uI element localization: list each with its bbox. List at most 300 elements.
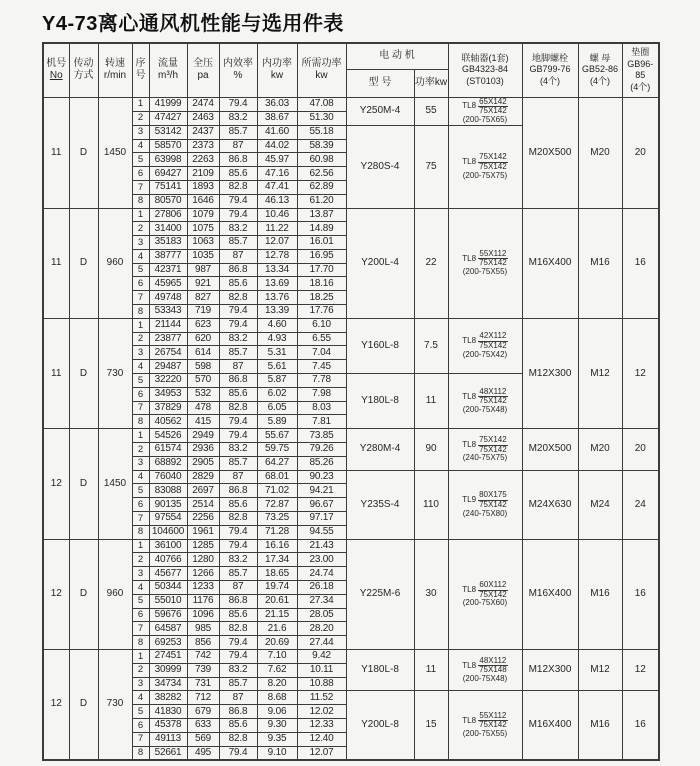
coupling-size-bottom: 75X142: [479, 396, 507, 406]
coupling-note: (200-75X60): [462, 598, 508, 608]
flow-rate: 29487: [149, 360, 187, 374]
total-pressure: 2256: [187, 512, 219, 526]
internal-efficiency: 85.7: [219, 456, 257, 470]
internal-power: 55.67: [257, 429, 297, 443]
drive-mode: D: [69, 318, 98, 428]
header-unit: kw: [315, 70, 328, 82]
flow-rate: 90135: [149, 498, 187, 512]
total-pressure: 679: [187, 705, 219, 719]
coupling-main: [449, 388, 522, 407]
header-quantity: (4个): [630, 81, 651, 92]
coupling-note: (200-75X48): [462, 405, 508, 415]
internal-efficiency: 87: [219, 249, 257, 263]
header-label: 垫圈: [631, 46, 650, 57]
internal-efficiency: 86.8: [219, 263, 257, 277]
flow-rate: 49113: [149, 732, 187, 746]
required-power: 14.89: [297, 222, 346, 236]
flow-rate: 32220: [149, 374, 187, 388]
coupling-size-bottom: 75X142: [479, 589, 507, 599]
required-power: 16.01: [297, 236, 346, 250]
total-pressure: 1233: [187, 581, 219, 595]
total-pressure: 598: [187, 360, 219, 374]
coupling-main: [449, 581, 522, 600]
internal-power: 5.61: [257, 360, 297, 374]
coupling-size-top: 55X112: [479, 248, 507, 258]
required-power: 7.04: [297, 346, 346, 360]
drive-mode: D: [69, 429, 98, 539]
required-power: 7.45: [297, 360, 346, 374]
motor-power: 15: [414, 691, 448, 760]
anchor-bolt-size: M20X500: [522, 429, 578, 470]
row-seq: 4: [132, 360, 149, 374]
header-standard: GB4323-84: [461, 64, 509, 75]
anchor-bolt-size: M16X400: [522, 691, 578, 760]
header-label: 号: [135, 70, 146, 82]
coupling-size-bottom: 75X142: [479, 106, 507, 116]
washer-size: 20: [622, 97, 659, 208]
row-seq: 7: [132, 732, 149, 746]
row-seq: 8: [132, 525, 149, 539]
header-unit: kw: [270, 70, 284, 82]
total-pressure: 532: [187, 387, 219, 401]
row-seq: 4: [132, 581, 149, 595]
total-pressure: 921: [187, 277, 219, 291]
flow-rate: 34953: [149, 387, 187, 401]
total-pressure: 415: [187, 415, 219, 429]
col-header-speed: [98, 43, 132, 97]
flow-rate: 104600: [149, 525, 187, 539]
motor-model: Y180L-8: [346, 650, 414, 691]
coupling-spec: [448, 470, 522, 539]
nut-size: M20: [578, 429, 622, 470]
required-power: 12.33: [297, 718, 346, 732]
total-pressure: 2514: [187, 498, 219, 512]
row-seq: 5: [132, 705, 149, 719]
internal-efficiency: 83.2: [219, 553, 257, 567]
table-head: [43, 43, 659, 97]
internal-power: 13.76: [257, 291, 297, 305]
internal-efficiency: 85.6: [219, 498, 257, 512]
row-seq: 8: [132, 415, 149, 429]
row-seq: 1: [132, 97, 149, 111]
header-standard: (ST0103): [466, 76, 504, 87]
internal-efficiency: 82.8: [219, 180, 257, 194]
coupling-note: (200-75X55): [462, 267, 508, 277]
header-unit: pa: [197, 70, 209, 82]
fan-spec-table: [42, 42, 660, 761]
table-row: [43, 470, 659, 484]
row-seq: 5: [132, 153, 149, 167]
coupling-main: [449, 436, 522, 455]
internal-power: 64.27: [257, 456, 297, 470]
header-label: 传动: [73, 58, 94, 70]
row-seq: 4: [132, 139, 149, 153]
internal-power: 73.25: [257, 512, 297, 526]
coupling-size-top: 48X112: [479, 386, 507, 396]
row-seq: 5: [132, 263, 149, 277]
motor-model: Y250M-4: [346, 97, 414, 125]
row-seq: 1: [132, 539, 149, 553]
internal-power: 5.87: [257, 374, 297, 388]
total-pressure: 2373: [187, 139, 219, 153]
internal-power: 11.22: [257, 222, 297, 236]
coupling-size-bottom: 75X148: [479, 665, 507, 675]
required-power: 6.55: [297, 332, 346, 346]
coupling-main: [449, 491, 522, 510]
internal-power: 8.68: [257, 691, 297, 705]
row-seq: 8: [132, 194, 149, 208]
internal-power: 47.41: [257, 180, 297, 194]
flow-rate: 50344: [149, 581, 187, 595]
required-power: 16.95: [297, 249, 346, 263]
coupling-code: TL8: [462, 253, 477, 263]
internal-power: 5.31: [257, 346, 297, 360]
nut-size: M16: [578, 208, 622, 318]
internal-efficiency: 79.4: [219, 97, 257, 111]
internal-power: 6.05: [257, 401, 297, 415]
required-power: 62.56: [297, 167, 346, 181]
total-pressure: 731: [187, 677, 219, 691]
coupling-code: TL8: [462, 156, 477, 166]
flow-rate: 45965: [149, 277, 187, 291]
internal-efficiency: 79.4: [219, 746, 257, 760]
internal-power: 10.46: [257, 208, 297, 222]
row-seq: 4: [132, 249, 149, 263]
required-power: 27.34: [297, 594, 346, 608]
flow-rate: 97554: [149, 512, 187, 526]
header-standard: GB799-76: [529, 64, 571, 75]
nut-size: M24: [578, 470, 622, 539]
internal-power: 59.75: [257, 443, 297, 457]
row-seq: 5: [132, 594, 149, 608]
coupling-size-bottom: 75X142: [479, 444, 507, 454]
internal-power: 41.60: [257, 125, 297, 139]
internal-efficiency: 85.6: [219, 608, 257, 622]
total-pressure: 1893: [187, 180, 219, 194]
required-power: 96.67: [297, 498, 346, 512]
machine-no: 12: [43, 650, 69, 760]
row-seq: 3: [132, 236, 149, 250]
header-label: 机号: [46, 58, 67, 70]
flow-rate: 55010: [149, 594, 187, 608]
row-seq: 6: [132, 167, 149, 181]
row-seq: 2: [132, 443, 149, 457]
row-seq: 2: [132, 222, 149, 236]
coupling-size-bottom: 75X142: [479, 258, 507, 268]
table-row: [43, 318, 659, 332]
row-seq: 1: [132, 318, 149, 332]
required-power: 61.20: [297, 194, 346, 208]
table-body: [43, 97, 659, 760]
required-power: 47.08: [297, 97, 346, 111]
flow-rate: 42371: [149, 263, 187, 277]
total-pressure: 739: [187, 663, 219, 677]
total-pressure: 2905: [187, 456, 219, 470]
motor-model: Y280M-4: [346, 429, 414, 470]
internal-power: 20.61: [257, 594, 297, 608]
internal-power: 13.69: [257, 277, 297, 291]
header-unit: m³/h: [158, 70, 178, 82]
internal-efficiency: 82.8: [219, 401, 257, 415]
total-pressure: 569: [187, 732, 219, 746]
col-header-coupling: [448, 43, 522, 97]
anchor-bolt-size: M20X500: [522, 97, 578, 208]
drive-mode: D: [69, 208, 98, 318]
internal-efficiency: 79.4: [219, 208, 257, 222]
row-seq: 3: [132, 567, 149, 581]
motor-model: Y200L-4: [346, 208, 414, 318]
header-label: 内效率: [223, 58, 253, 70]
internal-efficiency: 79.4: [219, 525, 257, 539]
internal-efficiency: 83.2: [219, 111, 257, 125]
flow-rate: 64587: [149, 622, 187, 636]
coupling-size-top: 80X175: [479, 490, 507, 500]
machine-no: 12: [43, 429, 69, 539]
flow-rate: 31400: [149, 222, 187, 236]
internal-power: 68.01: [257, 470, 297, 484]
required-power: 23.00: [297, 553, 346, 567]
header-label: 所需功率: [301, 58, 342, 70]
nut-size: M16: [578, 539, 622, 649]
coupling-size-bottom: 75X142: [479, 499, 507, 509]
nut-size: M20: [578, 97, 622, 208]
flow-rate: 47427: [149, 111, 187, 125]
table-row: [43, 691, 659, 705]
required-power: 7.81: [297, 415, 346, 429]
required-power: 7.78: [297, 374, 346, 388]
washer-size: 12: [622, 650, 659, 691]
internal-power: 45.97: [257, 153, 297, 167]
internal-efficiency: 87: [219, 581, 257, 595]
required-power: 27.44: [297, 636, 346, 650]
internal-efficiency: 85.6: [219, 167, 257, 181]
row-seq: 7: [132, 291, 149, 305]
coupling-size-top: 75X142: [479, 152, 507, 161]
coupling-size-bottom: 75X142: [479, 161, 507, 171]
coupling-size-bottom: 75X142: [479, 341, 507, 351]
internal-power: 21.15: [257, 608, 297, 622]
motor-model: Y280S-4: [346, 125, 414, 208]
machine-no: 12: [43, 539, 69, 649]
flow-rate: 83088: [149, 484, 187, 498]
row-seq: 8: [132, 636, 149, 650]
required-power: 51.30: [297, 111, 346, 125]
total-pressure: 1079: [187, 208, 219, 222]
header-label: 全压: [193, 58, 213, 70]
col-header-efficiency: [219, 43, 257, 97]
internal-efficiency: 87: [219, 139, 257, 153]
total-pressure: 987: [187, 263, 219, 277]
coupling-size-fraction: [478, 581, 508, 600]
internal-efficiency: 86.8: [219, 153, 257, 167]
flow-rate: 69253: [149, 636, 187, 650]
row-seq: 3: [132, 677, 149, 691]
internal-power: 47.16: [257, 167, 297, 181]
internal-power: 44.02: [257, 139, 297, 153]
required-power: 9.42: [297, 650, 346, 664]
header-row-1: [43, 43, 659, 69]
required-power: 21.43: [297, 539, 346, 553]
coupling-size-fraction: [478, 250, 508, 269]
internal-power: 12.78: [257, 249, 297, 263]
flow-rate: 26754: [149, 346, 187, 360]
col-header-motor-group: 电 动 机: [346, 43, 448, 69]
internal-power: 5.89: [257, 415, 297, 429]
motor-power: 90: [414, 429, 448, 470]
internal-efficiency: 83.2: [219, 332, 257, 346]
col-header-anchor-bolt: [522, 43, 578, 97]
internal-power: 4.93: [257, 332, 297, 346]
anchor-bolt-size: M12X300: [522, 650, 578, 691]
required-power: 17.70: [297, 263, 346, 277]
internal-efficiency: 79.4: [219, 318, 257, 332]
col-header-internal-power: [257, 43, 297, 97]
row-seq: 1: [132, 208, 149, 222]
washer-size: 16: [622, 208, 659, 318]
flow-rate: 41830: [149, 705, 187, 719]
flow-rate: 38777: [149, 249, 187, 263]
row-seq: 8: [132, 305, 149, 319]
internal-power: 12.07: [257, 236, 297, 250]
coupling-size-fraction: [478, 153, 508, 172]
coupling-size-fraction: [478, 436, 508, 455]
header-label: 序: [135, 58, 146, 70]
internal-efficiency: 82.8: [219, 622, 257, 636]
motor-model: Y180L-8: [346, 374, 414, 429]
required-power: 10.11: [297, 663, 346, 677]
row-seq: 7: [132, 622, 149, 636]
internal-power: 19.74: [257, 581, 297, 595]
internal-efficiency: 82.8: [219, 291, 257, 305]
machine-no: 11: [43, 208, 69, 318]
row-seq: 7: [132, 512, 149, 526]
flow-rate: 54526: [149, 429, 187, 443]
coupling-spec: [448, 125, 522, 208]
flow-rate: 38282: [149, 691, 187, 705]
flow-rate: 53343: [149, 305, 187, 319]
coupling-size-fraction: [478, 491, 508, 510]
row-seq: 5: [132, 374, 149, 388]
coupling-size-top: 75X142: [479, 434, 507, 444]
coupling-size-top: 48X112: [479, 655, 507, 665]
internal-power: 72.87: [257, 498, 297, 512]
internal-power: 8.20: [257, 677, 297, 691]
total-pressure: 620: [187, 332, 219, 346]
coupling-spec: [448, 650, 522, 691]
motor-model: Y160L-8: [346, 318, 414, 373]
internal-efficiency: 85.7: [219, 236, 257, 250]
coupling-size-fraction: [478, 98, 508, 117]
header-label: 方式: [73, 70, 94, 82]
required-power: 12.07: [297, 746, 346, 760]
total-pressure: 570: [187, 374, 219, 388]
header-label: 联轴器(1套): [461, 52, 509, 63]
internal-power: 71.28: [257, 525, 297, 539]
row-seq: 6: [132, 498, 149, 512]
internal-power: 16.16: [257, 539, 297, 553]
coupling-size-top: 65X142: [479, 97, 507, 106]
total-pressure: 2949: [187, 429, 219, 443]
total-pressure: 985: [187, 622, 219, 636]
row-seq: 1: [132, 650, 149, 664]
flow-rate: 41999: [149, 97, 187, 111]
flow-rate: 68892: [149, 456, 187, 470]
table-row: [43, 429, 659, 443]
header-label: 螺 母: [589, 52, 611, 63]
internal-efficiency: 79.4: [219, 650, 257, 664]
machine-no: 11: [43, 318, 69, 428]
total-pressure: 2829: [187, 470, 219, 484]
required-power: 12.40: [297, 732, 346, 746]
motor-power: 22: [414, 208, 448, 318]
coupling-note: (240-75X80): [462, 508, 508, 518]
col-header-pressure: [187, 43, 219, 97]
total-pressure: 1646: [187, 194, 219, 208]
flow-rate: 37829: [149, 401, 187, 415]
speed-value: 1450: [98, 429, 132, 539]
washer-size: 16: [622, 691, 659, 760]
internal-power: 7.62: [257, 663, 297, 677]
internal-power: 13.39: [257, 305, 297, 319]
coupling-size-top: 55X112: [479, 710, 507, 720]
total-pressure: 2936: [187, 443, 219, 457]
drive-mode: D: [69, 97, 98, 208]
required-power: 62.89: [297, 180, 346, 194]
total-pressure: 478: [187, 401, 219, 415]
coupling-main: [449, 712, 522, 731]
speed-value: 730: [98, 318, 132, 428]
internal-efficiency: 85.7: [219, 677, 257, 691]
total-pressure: 2697: [187, 484, 219, 498]
flow-rate: 36100: [149, 539, 187, 553]
total-pressure: 1063: [187, 236, 219, 250]
total-pressure: 495: [187, 746, 219, 760]
internal-efficiency: 87: [219, 360, 257, 374]
total-pressure: 614: [187, 346, 219, 360]
total-pressure: 742: [187, 650, 219, 664]
motor-model: Y235S-4: [346, 470, 414, 539]
motor-power: 30: [414, 539, 448, 649]
required-power: 79.26: [297, 443, 346, 457]
internal-power: 21.6: [257, 622, 297, 636]
required-power: 6.10: [297, 318, 346, 332]
total-pressure: 2437: [187, 125, 219, 139]
required-power: 55.18: [297, 125, 346, 139]
col-header-machine-no: [43, 43, 69, 97]
table-row: [43, 650, 659, 664]
header-quantity: (4个): [590, 76, 610, 87]
required-power: 28.20: [297, 622, 346, 636]
required-power: 28.05: [297, 608, 346, 622]
internal-power: 6.02: [257, 387, 297, 401]
row-seq: 3: [132, 346, 149, 360]
required-power: 7.98: [297, 387, 346, 401]
internal-efficiency: 82.8: [219, 732, 257, 746]
required-power: 60.98: [297, 153, 346, 167]
internal-efficiency: 86.8: [219, 484, 257, 498]
anchor-bolt-size: M12X300: [522, 318, 578, 428]
washer-size: 16: [622, 539, 659, 649]
header-unit: r/min: [103, 70, 127, 82]
coupling-size-fraction: [478, 388, 508, 407]
coupling-code: TL8: [462, 584, 477, 594]
coupling-main: [449, 98, 522, 117]
flow-rate: 49748: [149, 291, 187, 305]
total-pressure: 1961: [187, 525, 219, 539]
internal-efficiency: 87: [219, 691, 257, 705]
table-row: [43, 97, 659, 111]
row-seq: 5: [132, 484, 149, 498]
